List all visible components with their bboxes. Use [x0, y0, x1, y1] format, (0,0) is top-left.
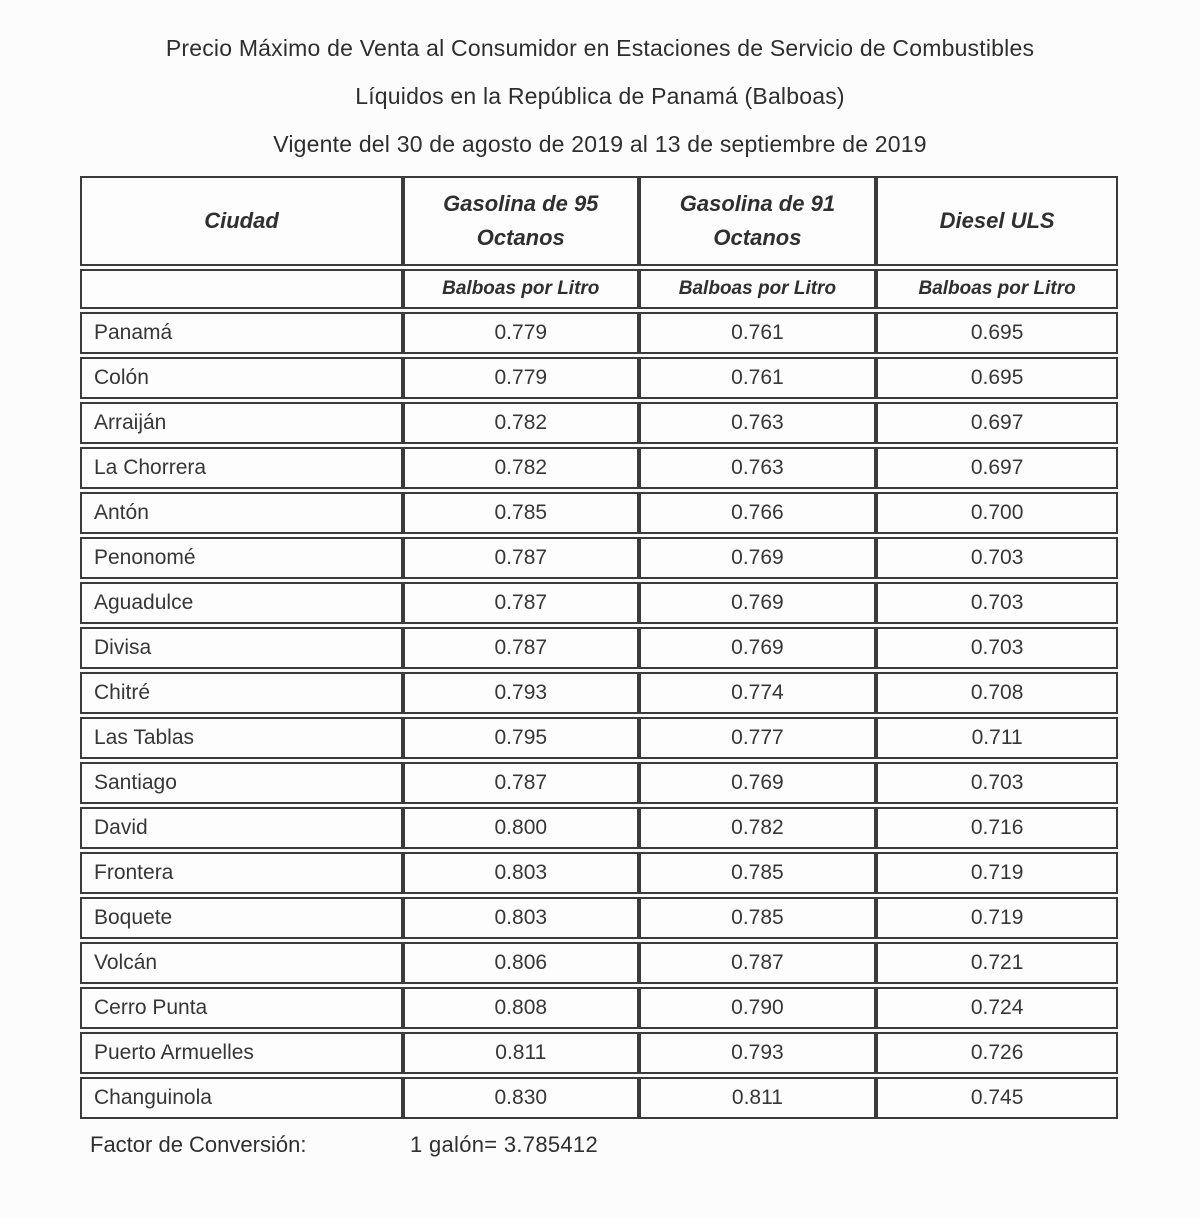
table-row: [80, 1032, 1118, 1074]
price-cell-diesel: 0.703: [876, 762, 1118, 804]
price-cell-g91: 0.766: [639, 492, 877, 534]
table-row: [80, 852, 1118, 894]
price-cell-g91: 0.769: [639, 582, 877, 624]
header-cell-ciudad: Ciudad: [80, 176, 403, 266]
price-cell-g95: 0.782: [403, 402, 639, 444]
price-cell-g95: 0.803: [403, 897, 639, 939]
price-cell-g95: 0.787: [403, 627, 639, 669]
price-cell-diesel: 0.721: [876, 942, 1118, 984]
price-cell-g95: 0.806: [403, 942, 639, 984]
price-cell-g91: 0.761: [639, 357, 877, 399]
city-cell: Penonomé: [80, 537, 403, 579]
price-cell-g91: 0.782: [639, 807, 877, 849]
price-cell-g91: 0.761: [639, 312, 877, 354]
price-cell-g91: 0.774: [639, 672, 877, 714]
price-cell-g95: 0.811: [403, 1032, 639, 1074]
city-cell: Puerto Armuelles: [80, 1032, 403, 1074]
price-cell-g91: 0.769: [639, 537, 877, 579]
table-row: [80, 717, 1118, 759]
price-cell-g91: 0.769: [639, 762, 877, 804]
price-cell-diesel: 0.708: [876, 672, 1118, 714]
price-cell-g91: 0.790: [639, 987, 877, 1029]
price-cell-diesel: 0.703: [876, 582, 1118, 624]
price-cell-g91: 0.787: [639, 942, 877, 984]
table-row: [80, 312, 1118, 354]
price-cell-g95: 0.800: [403, 807, 639, 849]
table-row: [80, 897, 1118, 939]
price-cell-g91: 0.811: [639, 1077, 877, 1119]
header-row: [80, 176, 1118, 266]
price-cell-diesel: 0.703: [876, 627, 1118, 669]
price-cell-g91: 0.763: [639, 447, 877, 489]
price-cell-diesel: 0.697: [876, 402, 1118, 444]
city-cell: La Chorrera: [80, 447, 403, 489]
table-row: [80, 672, 1118, 714]
city-cell: David: [80, 807, 403, 849]
price-cell-g95: 0.795: [403, 717, 639, 759]
city-cell: Colón: [80, 357, 403, 399]
table-row: [80, 582, 1118, 624]
price-cell-g95: 0.830: [403, 1077, 639, 1119]
city-cell: Frontera: [80, 852, 403, 894]
table-row: [80, 807, 1118, 849]
table-row: [80, 762, 1118, 804]
unit-cell-empty: [80, 269, 403, 309]
price-cell-g95: 0.803: [403, 852, 639, 894]
price-cell-diesel: 0.700: [876, 492, 1118, 534]
city-cell: Changuinola: [80, 1077, 403, 1119]
price-cell-diesel: 0.711: [876, 717, 1118, 759]
price-cell-g91: 0.785: [639, 852, 877, 894]
validity-period-line: Vigente del 30 de agosto de 2019 al 13 de septiembre de 2019: [273, 131, 927, 157]
price-cell-g95: 0.793: [403, 672, 639, 714]
title-line-1: Precio Máximo de Venta al Consumidor en Estaciones de Servicio de Combustibles: [165, 35, 1035, 61]
table-row: [80, 447, 1118, 489]
table-row: [80, 987, 1118, 1029]
city-cell: Cerro Punta: [80, 987, 403, 1029]
price-cell-diesel: 0.726: [876, 1032, 1118, 1074]
price-cell-g95: 0.808: [403, 987, 639, 1029]
price-cell-g91: 0.769: [639, 627, 877, 669]
price-cell-g91: 0.763: [639, 402, 877, 444]
title-line-2: Líquidos en la República de Panamá (Balboas): [355, 83, 845, 109]
price-cell-g91: 0.777: [639, 717, 877, 759]
price-cell-diesel: 0.697: [876, 447, 1118, 489]
city-cell: Boquete: [80, 897, 403, 939]
conversion-factor-label: Factor de Conversión:: [90, 1132, 307, 1157]
city-cell: Aguadulce: [80, 582, 403, 624]
city-cell: Antón: [80, 492, 403, 534]
price-cell-g95: 0.787: [403, 582, 639, 624]
price-cell-g95: 0.787: [403, 537, 639, 579]
price-cell-g91: 0.785: [639, 897, 877, 939]
document-title: [0, 24, 1200, 168]
table-row: [80, 942, 1118, 984]
table-row: [80, 537, 1118, 579]
price-cell-diesel: 0.719: [876, 852, 1118, 894]
table-row: [80, 492, 1118, 534]
price-cell-diesel: 0.719: [876, 897, 1118, 939]
table-row: [80, 402, 1118, 444]
city-cell: Arraiján: [80, 402, 403, 444]
table-header: [80, 176, 1118, 309]
unit-cell-g95: Balboas por Litro: [403, 269, 639, 309]
price-cell-g95: 0.779: [403, 312, 639, 354]
unit-cell-g91: Balboas por Litro: [639, 269, 877, 309]
city-cell: Las Tablas: [80, 717, 403, 759]
header-cell-gasolina-91: Gasolina de 91 Octanos: [639, 176, 877, 266]
price-cell-diesel: 0.745: [876, 1077, 1118, 1119]
conversion-factor-value: 1 galón= 3.785412: [410, 1132, 598, 1157]
price-cell-g95: 0.785: [403, 492, 639, 534]
city-cell: Divisa: [80, 627, 403, 669]
price-cell-g95: 0.779: [403, 357, 639, 399]
price-table-body: [80, 312, 1118, 1119]
table-row: [80, 627, 1118, 669]
table-row: [80, 357, 1118, 399]
price-cell-g91: 0.793: [639, 1032, 877, 1074]
price-cell-g95: 0.782: [403, 447, 639, 489]
unit-row: [80, 269, 1118, 309]
city-cell: Panamá: [80, 312, 403, 354]
price-cell-g95: 0.787: [403, 762, 639, 804]
header-cell-gasolina-95: Gasolina de 95 Octanos: [403, 176, 639, 266]
header-cell-diesel-uls: Diesel ULS: [876, 176, 1118, 266]
conversion-factor: [90, 1132, 1200, 1158]
price-cell-diesel: 0.724: [876, 987, 1118, 1029]
price-cell-diesel: 0.716: [876, 807, 1118, 849]
unit-cell-diesel: Balboas por Litro: [876, 269, 1118, 309]
price-cell-diesel: 0.703: [876, 537, 1118, 579]
city-cell: Volcán: [80, 942, 403, 984]
city-cell: Santiago: [80, 762, 403, 804]
city-cell: Chitré: [80, 672, 403, 714]
price-cell-diesel: 0.695: [876, 357, 1118, 399]
price-cell-diesel: 0.695: [876, 312, 1118, 354]
fuel-price-table: [80, 173, 1118, 1122]
table-row: [80, 1077, 1118, 1119]
